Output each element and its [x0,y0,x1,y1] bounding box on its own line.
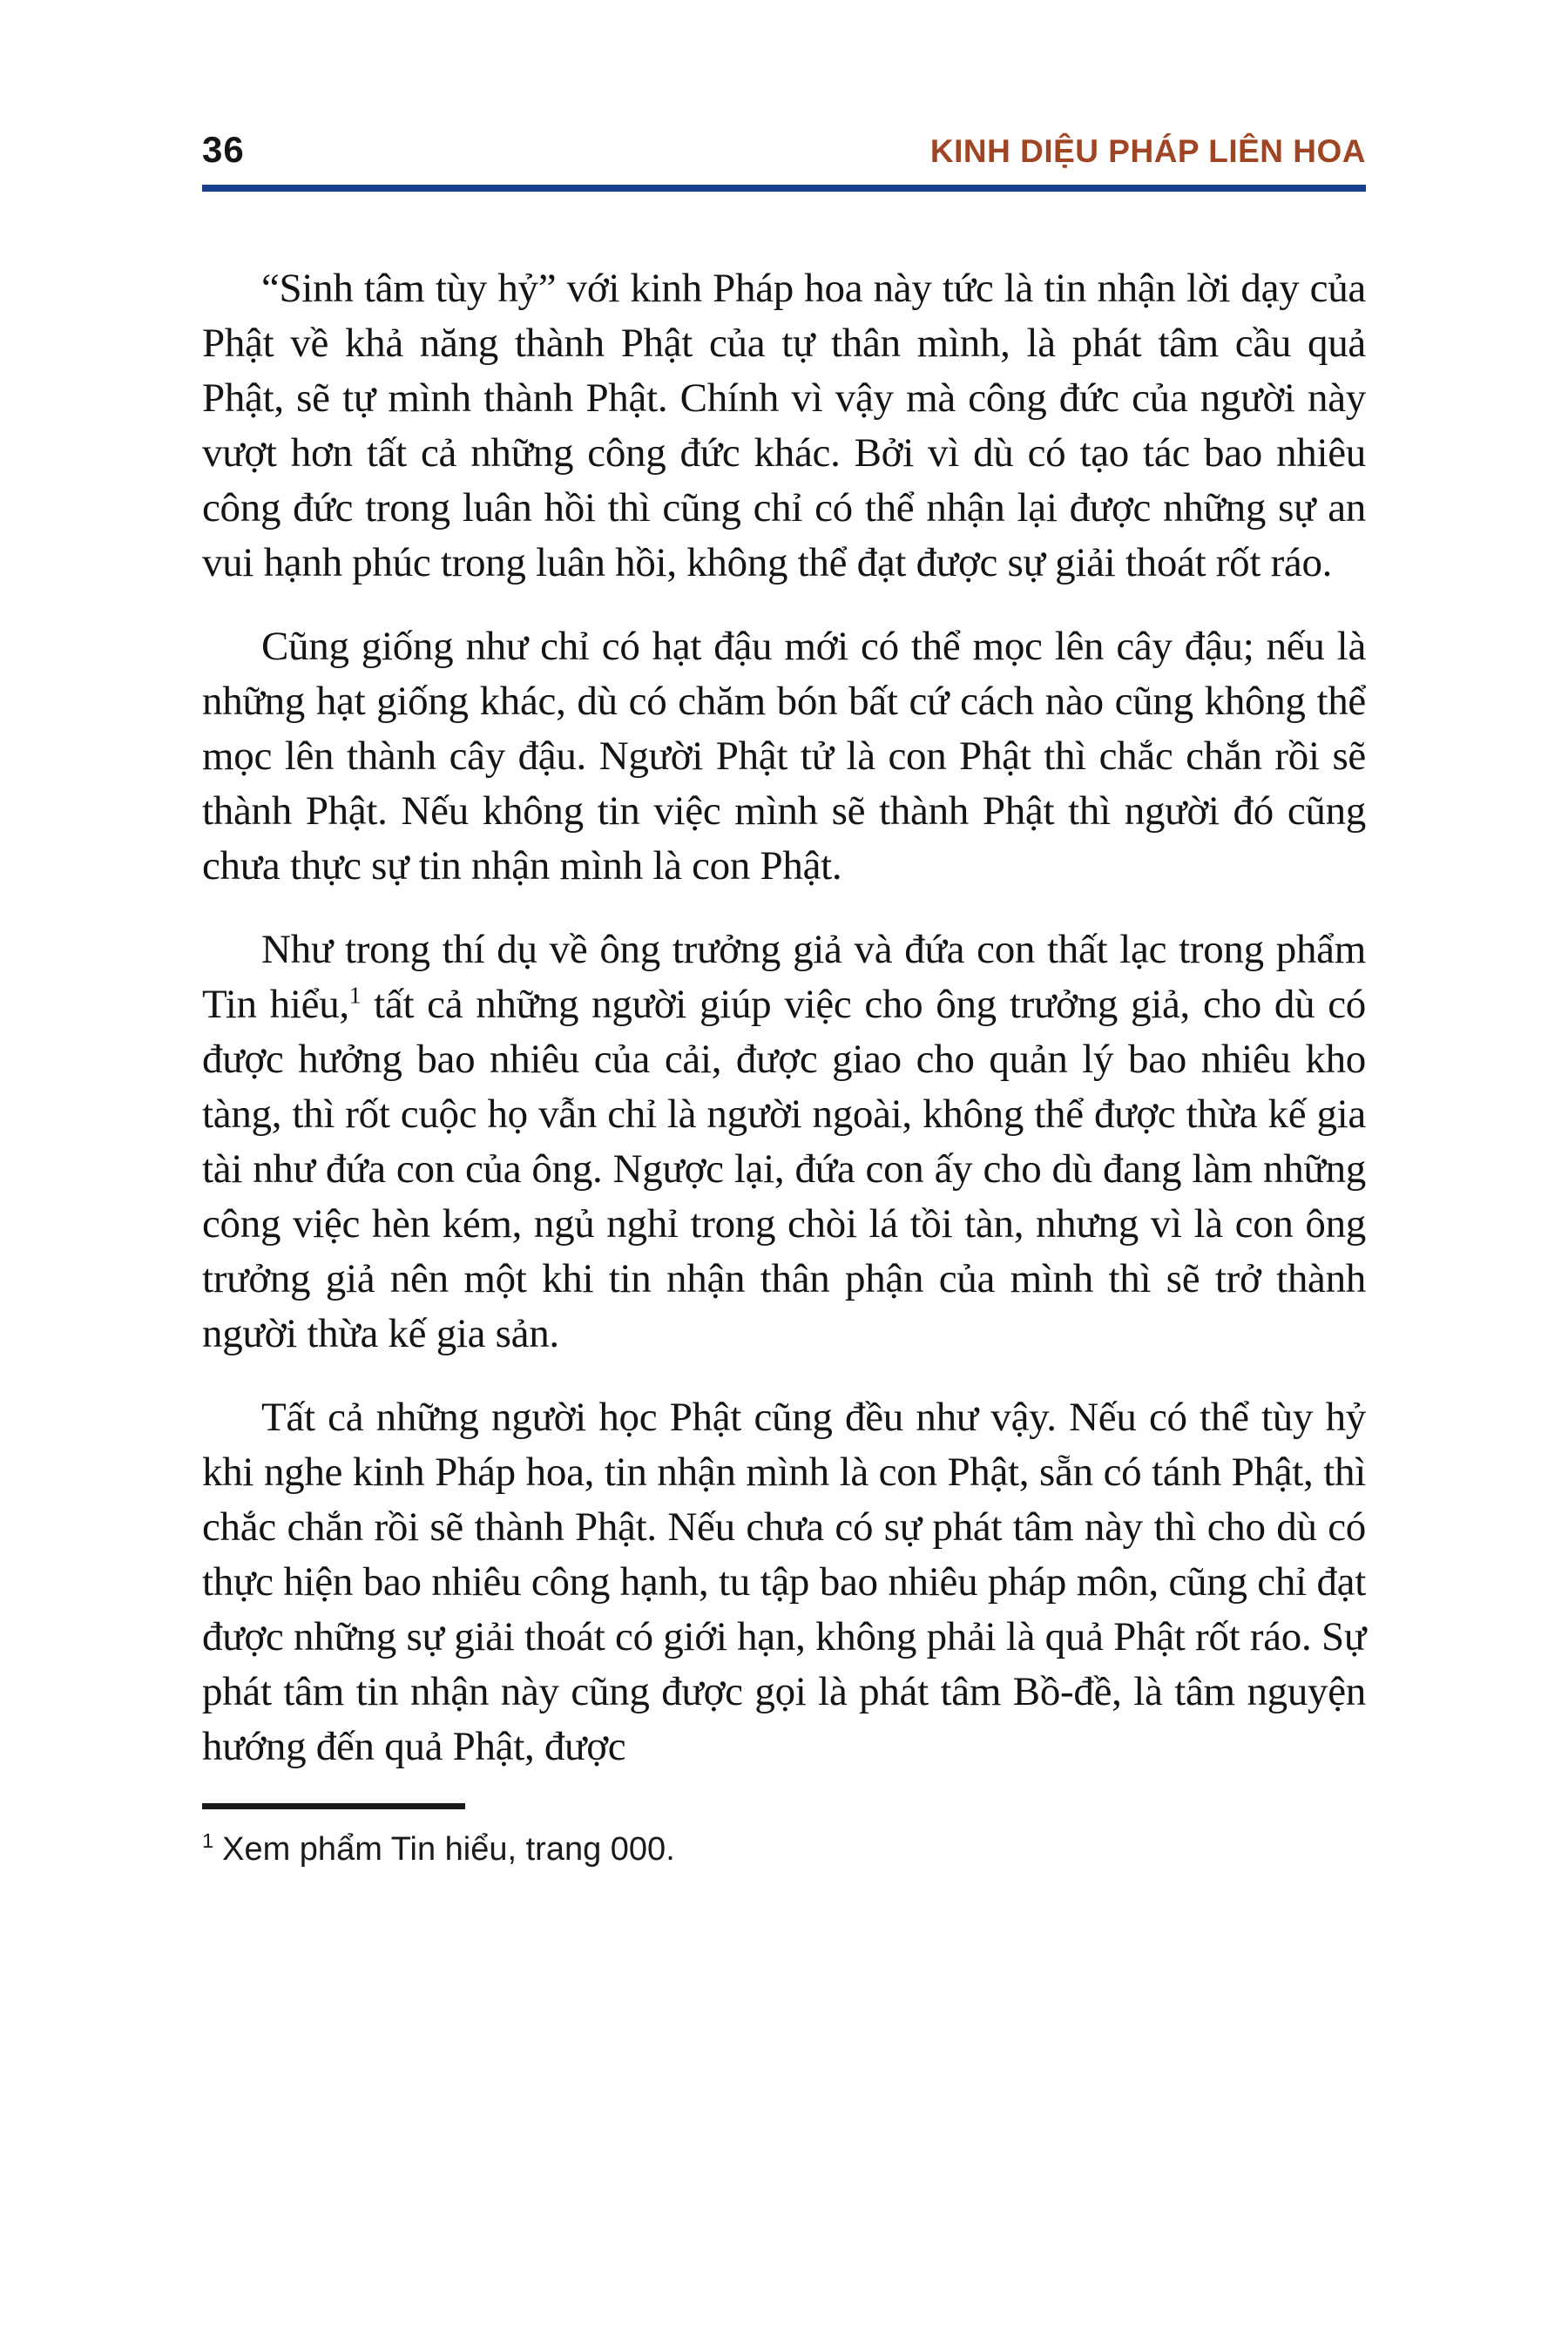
page-header [202,129,1366,171]
paragraph-3-text-before-footnote-ref: Như trong thí dụ về ông trưởng giả và đứa con thất lạc trong phẩm Tin hiểu, [202,927,1366,1027]
footnote-reference-marker: 1 [348,982,362,1009]
footnote-marker: 1 [202,1829,214,1853]
footnote-text: Xem phẩm Tin hiểu, trang 000. [222,1831,675,1868]
header-rule [202,185,1366,192]
footnote [202,1828,1366,1870]
body-text [202,261,1366,1774]
running-title: KINH DIỆU PHÁP LIÊN HOA [929,133,1366,169]
paragraph-3-text-after-footnote-ref: tất cả những người giúp việc cho ông trưởng giả, cho dù có được hưởng bao nhiêu của cải, được giao cho quản lý bao nhiêu kho tàng, thì rốt cuộc họ vẫn chỉ là người ngoài, không thể được thừa kế gia tài như đứa con của ông. Ngược lại, đứa con ấy cho dù đang làm những công việc hèn kém, ngủ nghỉ trong chòi lá tồi tàn, nhưng vì là con ông trưởng giả nên một khi tin nhận thân phận của mình thì sẽ trở thành người thừa kế gia sản. [202,982,1366,1356]
body-paragraph-4: Tất cả những người học Phật cũng đều như vậy. Nếu có thể tùy hỷ khi nghe kinh Pháp hoa, tin nhận mình là con Phật, sẵn có tánh Phật, thì chắc chắn rồi sẽ thành Phật. Nếu chưa có sự phát tâm này thì cho dù có thực hiện bao nhiêu công hạnh, tu tập bao nhiêu pháp môn, cũng chỉ đạt được những sự giải thoát có giới hạn, không phải là quả Phật rốt ráo. Sự phát tâm tin nhận này cũng được gọi là phát tâm Bồ-đề, là tâm nguyện hướng đến quả Phật, được [202,1395,1366,1769]
footnote-separator [202,1803,465,1809]
body-paragraph-2: Cũng giống như chỉ có hạt đậu mới có thể mọc lên cây đậu; nếu là những hạt giống khác, dù có chăm bón bất cứ cách nào cũng không thể mọc lên thành cây đậu. Người Phật tử là con Phật thì chắc chắn rồi sẽ thành Phật. Nếu không tin việc mình sẽ thành Phật thì người đó cũng chưa thực sự tin nhận mình là con Phật. [202,624,1366,889]
body-paragraph-1: “Sinh tâm tùy hỷ” với kinh Pháp hoa này tức là tin nhận lời dạy của Phật về khả năng thành Phật của tự thân mình, là phát tâm cầu quả Phật, sẽ tự mình thành Phật. Chính vì vậy mà công đức của người này vượt hơn tất cả những công đức khác. Bởi vì dù có tạo tác bao nhiêu công đức trong luân hồi thì cũng chỉ có thể nhận lại được những sự an vui hạnh phúc trong luân hồi, không thể đạt được sự giải thoát rốt ráo. [202,266,1366,585]
body-paragraph-3 [202,923,1366,1362]
page-number: 36 [202,129,245,170]
